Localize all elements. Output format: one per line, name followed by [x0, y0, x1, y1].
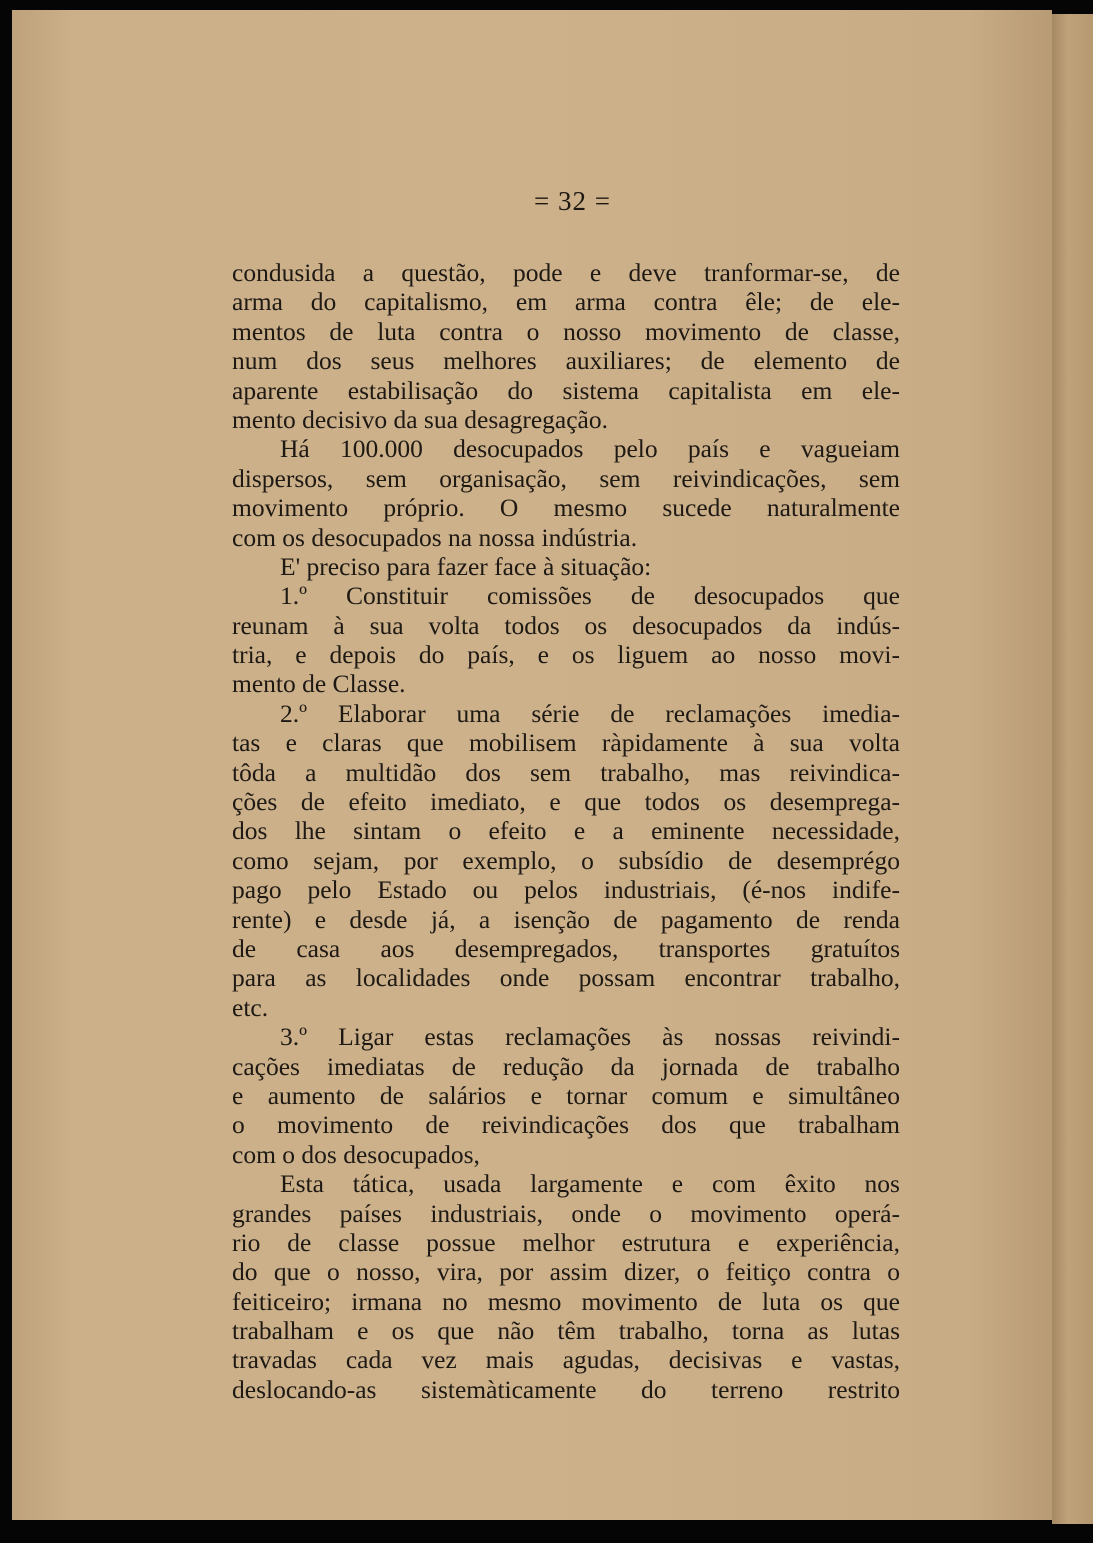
text-line: 2.º Elaborar uma série de reclamações imedia-: [280, 698, 900, 728]
text-line: 1.º Constituir comissões de desocupados que: [280, 581, 900, 611]
text-line: tria, e depois do país, e os liguem ao nosso movi-: [232, 640, 900, 670]
text-line: tôda a multidão dos sem trabalho, mas reivindica-: [232, 757, 900, 787]
page-number: = 32 =: [534, 186, 611, 216]
text-line: reunam à sua volta todos os desocupados da indús-: [232, 610, 900, 640]
text-line: ções de efeito imediato, e que todos os desemprega-: [232, 787, 900, 817]
text-line: para as localidades onde possam encontrar trabalho,: [232, 963, 900, 993]
text-line: condusida a questão, pode e deve tranformar-se, de: [232, 258, 900, 287]
text-line: deslocando-as sistemàticamente do terreno restrito: [232, 1374, 900, 1404]
text-line: mento decisivo da sua desagregação.: [232, 404, 608, 434]
adjacent-page-edge: [1052, 14, 1093, 1524]
text-line: Há 100.000 desocupados pelo país e vagueiam: [280, 434, 900, 464]
text-line: mento de Classe.: [232, 669, 406, 699]
body-text: [232, 258, 900, 1404]
text-line: num dos seus melhores auxiliares; de elemento de: [232, 346, 900, 376]
text-line: Esta tática, usada largamente e com êxito nos: [280, 1169, 900, 1199]
text-line: arma do capitalismo, em arma contra êle; de ele-: [232, 287, 900, 317]
text-line: e aumento de salários e tornar comum e simultâneo: [232, 1080, 900, 1110]
text-line: pago pelo Estado ou pelos industriais, (é-nos indife-: [232, 875, 900, 905]
text-line: travadas cada vez mais agudas, decisivas e vastas,: [232, 1345, 900, 1375]
text-line: rente) e desde já, a isenção de pagamento de renda: [232, 904, 900, 934]
text-line: feiticeiro; irmana no mesmo movimento de luta os que: [232, 1286, 900, 1316]
text-line: grandes países industriais, onde o movimento operá-: [232, 1198, 900, 1228]
text-line: 3.º Ligar estas reclamações às nossas reivindi-: [280, 1022, 900, 1052]
text-line: mentos de luta contra o nosso movimento de classe,: [232, 316, 900, 346]
text-line: com o dos desocupados,: [232, 1139, 480, 1169]
text-line: E' preciso para fazer face à situação:: [280, 551, 652, 581]
text-line: dispersos, sem organisação, sem reivindicações, sem: [232, 463, 900, 493]
text-line: rio de classe possue melhor estrutura e experiência,: [232, 1227, 900, 1257]
text-line: cações imediatas de redução da jornada de trabalho: [232, 1051, 900, 1081]
text-line: aparente estabilisação do sistema capitalista em ele-: [232, 375, 900, 405]
text-line: de casa aos desempregados, transportes gratuítos: [232, 933, 900, 963]
text-line: etc.: [232, 992, 269, 1022]
text-line: trabalham e os que não têm trabalho, torna as lutas: [232, 1316, 900, 1346]
text-line: do que o nosso, vira, por assim dizer, o feitiço contra o: [232, 1257, 900, 1287]
text-line: o movimento de reivindicações dos que trabalham: [232, 1110, 900, 1140]
text-line: dos lhe sintam o efeito e a eminente necessidade,: [232, 816, 900, 846]
text-line: com os desocupados na nossa indústria.: [232, 522, 638, 552]
text-line: tas e claras que mobilisem ràpidamente à sua volta: [232, 728, 900, 758]
text-line: movimento próprio. O mesmo sucede naturalmente: [232, 493, 900, 523]
text-line: como sejam, por exemplo, o subsídio de desemprégo: [232, 845, 900, 875]
